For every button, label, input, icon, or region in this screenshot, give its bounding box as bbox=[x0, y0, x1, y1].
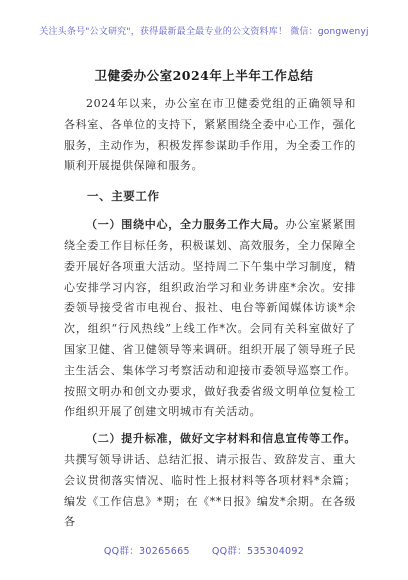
intro-paragraph: 2024年以来，办公室在市卫健委党组的正确领导和各科室、各单位的支持下，紧紧围绕全委中心工作，强化服务，主动作为，积极发挥参谋助手作用，为全委工作的顺利开展提供保障和服务。 bbox=[64, 97, 356, 173]
item1-text: 办公室紧紧围绕全委工作目标任务，积极谋划、高效服务，全力保障全委开展好各项重大活动。坚持周二下午集中学习制度，精心安排学习内容，组织政治学习和业务讲座*余次。安排委领导接受省市电视台、报社、电台等新闻媒体访谈*余次，组织“行风热线”上线工作*次。会同有关科室做好了国家卫健、省卫健领导等来调研。组织开展了领导班子民主生活会、集体学习考察活动和迎接市委领导巡察工作。按照文明办和创文办要求，做好我委省级文明单位复检工作组织开展了创建文明城市有关活动。 bbox=[64, 218, 356, 419]
document-body bbox=[64, 94, 356, 533]
item2-lead: （二）提升标准，做好文字材料和信息宣传等工作。 bbox=[86, 432, 356, 446]
document-title: 卫健委办公室2024年上半年工作总结 bbox=[94, 68, 314, 83]
item2-paragraph bbox=[64, 429, 356, 533]
footer-qq bbox=[0, 543, 408, 557]
header-banner: 关注头条号"公文研究"，获得最新最全最专业的公文资料库！ 微信：gongwenyj bbox=[39, 27, 369, 37]
item2-text: 共撰写领导讲话、总结汇报、请示报告、致辞发言、重大会议贯彻落实情况、临时性上报材料等各项材料*余篇；编发《工作信息》*期；在《**日报》编发*余期。在各级各 bbox=[64, 452, 356, 529]
item1-lead: （一）围绕中心，全力服务工作大局。 bbox=[86, 218, 286, 232]
footer-qq-group-2: QQ群：535304092 bbox=[211, 546, 305, 557]
section-heading: 一、主要工作 bbox=[87, 189, 160, 204]
footer-qq-group-1: QQ群：30265665 bbox=[103, 546, 190, 557]
item1-paragraph bbox=[64, 215, 356, 423]
